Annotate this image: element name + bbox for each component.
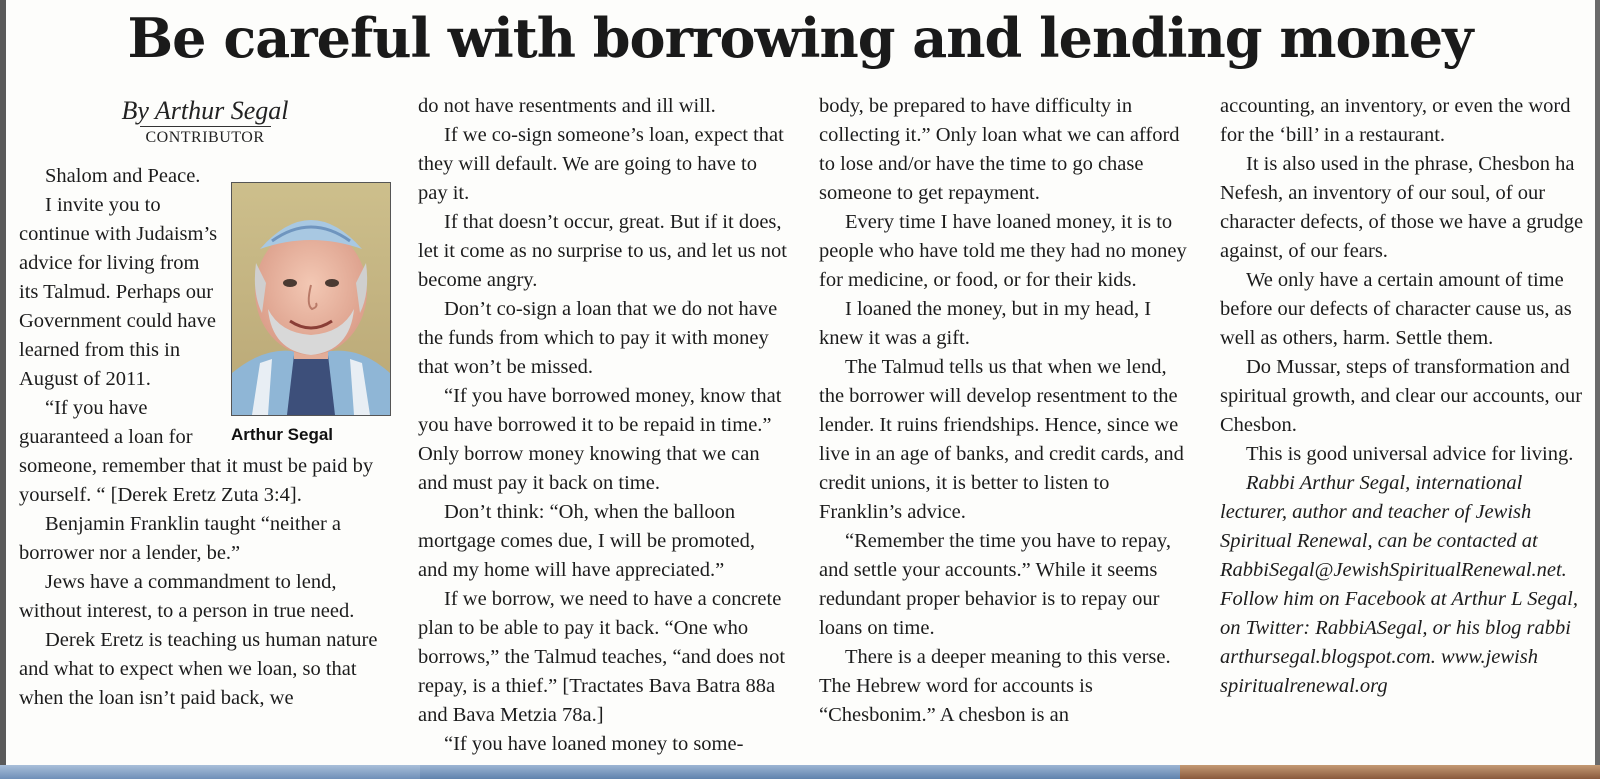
author-bio: Rabbi Arthur Segal, international lecturer, author and teacher of Jewish Spiritual Renewal, can be contacted at RabbiSegal@JewishSpiritualRenewal.net. Follow him on Facebook at Arthur L Segal, on Twitter: RabbiASegal, or his blog rabbi arthursegal.blogspot.com. www.jewish spiritualrenewal.org	[1220, 472, 1578, 697]
article-column-4	[1220, 92, 1590, 701]
paragraph: If that doesn’t occur, great. But if it does, let it come as no surprise to us, and let us not become angry.	[418, 211, 787, 291]
paragraph: I invite you to continue with Judaism’s advice for living from its Talmud. Perhaps our Government could have learned from this in August of 2011.	[19, 194, 218, 390]
paragraph: Don’t co-sign a loan that we do not have the funds from which to pay it with money that won’t be missed.	[418, 298, 778, 378]
paragraph: “Remember the time you have to repay, and settle your accounts.” While it seems redundant proper behavior is to repay our loans on time.	[819, 530, 1171, 639]
paragraph: do not have resentments and ill will.	[418, 95, 716, 117]
paragraph: Don’t think: “Oh, when the balloon mortgage comes due, I will be promoted, and my home will have appreciated.”	[418, 501, 756, 581]
window-frame-left	[0, 0, 6, 779]
paragraph: body, be prepared to have difficulty in collecting it.” Only loan what we can afford to lose and/or have the time to go chase someone to get repayment.	[819, 95, 1180, 204]
byline: By Arthur Segal	[121, 96, 289, 125]
article-column-3	[819, 92, 1189, 730]
article-column-1	[19, 84, 391, 713]
paragraph: If we co-sign someone’s loan, expect that they will default. We are going to have to pay it.	[418, 124, 784, 204]
paragraph: Do Mussar, steps of transformation and spiritual growth, and clear our accounts, our Chesbon.	[1220, 356, 1583, 436]
paragraph: The Talmud tells us that when we lend, the borrower will develop resentment to the lender. It ruins friendships. Hence, since we live in an age of banks, and credit cards, and credit unions, it is better to listen to Franklin’s advice.	[819, 356, 1184, 523]
paragraph: Every time I have loaned money, it is to people who have told me they had no money for medicine, or food, or for their kids.	[819, 211, 1187, 291]
author-photo	[231, 182, 391, 416]
paragraph: There is a deeper meaning to this verse. The Hebrew word for accounts is “Chesbonim.” A chesbon is an	[819, 646, 1171, 726]
paragraph: Shalom and Peace.	[45, 165, 201, 187]
paragraph: Jews have a commandment to lend, without interest, to a person in true need.	[19, 571, 355, 622]
paragraph: “If you have guaranteed a loan for someone, remember that it must be paid by yourself. “ [Derek Eretz Zuta 3:4].	[19, 397, 374, 506]
paragraph: “If you have borrowed money, know that you have borrowed it to be repaid in time.” Only borrow money knowing that we can and must pay it back on time.	[418, 385, 782, 494]
paragraph: I loaned the money, but in my head, I knew it was a gift.	[819, 298, 1152, 349]
paragraph: This is good universal advice for living.	[1246, 443, 1574, 465]
article-headline: Be careful with borrowing and lending money	[127, 6, 1473, 70]
paragraph: Derek Eretz is teaching us human nature and what to expect when we loan, so that when the loan isn’t paid back, we	[19, 629, 378, 709]
paragraph: If we borrow, we need to have a concrete plan to be able to pay it back. “One who borrows,” the Talmud teaches, “and does not repay, is a thief.” [Tractates Bava Batra 88a and Bava Metzia 78a.]	[418, 588, 786, 726]
paragraph: We only have a certain amount of time before our defects of character cause us, as well as others, harm. Settle them.	[1220, 269, 1572, 349]
contributor-label	[19, 128, 391, 148]
contributor-text: CONTRIBUTOR	[140, 126, 271, 146]
article-column-2	[418, 92, 788, 759]
paragraph: It is also used in the phrase, Chesbon ha Nefesh, an inventory of our soul, of our character defects, of those we have a grudge against, of our fears.	[1220, 153, 1584, 262]
window-frame-bottom	[0, 765, 1600, 779]
window-frame-right	[1595, 0, 1600, 779]
paragraph: “If you have loaned money to some-	[444, 733, 744, 755]
photo-caption: Arthur Segal	[231, 425, 334, 444]
paragraph: accounting, an inventory, or even the word for the ‘bill’ in a restaurant.	[1220, 95, 1571, 146]
author-portrait-image	[232, 183, 390, 415]
author-photo-block	[231, 182, 391, 446]
paragraph: Benjamin Franklin taught “neither a borrower nor a lender, be.”	[19, 513, 342, 564]
